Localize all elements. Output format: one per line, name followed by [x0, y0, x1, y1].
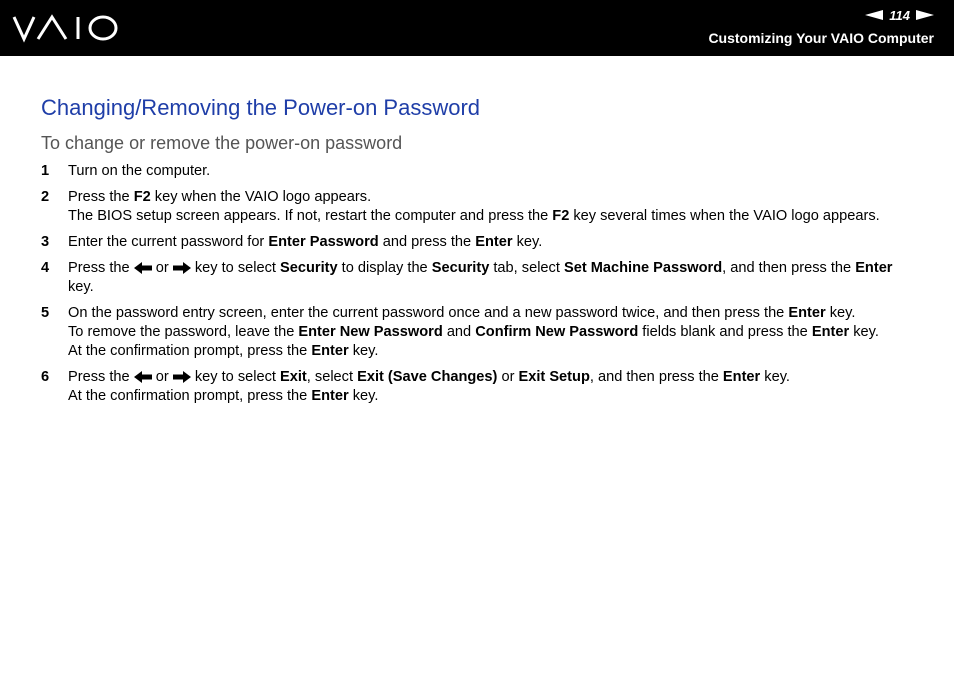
key-name: Enter: [788, 304, 826, 321]
header-bar: [0, 0, 954, 56]
step-text: tab, select: [489, 259, 564, 276]
step-text: key.: [348, 343, 379, 360]
step-text: and: [442, 324, 476, 341]
step-1: [41, 162, 921, 181]
step-text: key when the VAIO logo appears.: [150, 188, 372, 205]
step-text: At the confirmation prompt, press the: [68, 388, 312, 405]
field-name: Enter Password: [268, 233, 379, 250]
step-number: 5: [41, 304, 50, 321]
page-number: 114: [889, 7, 910, 23]
step-text: key.: [849, 324, 879, 341]
step-text: , select: [306, 369, 358, 386]
step-text: key.: [825, 304, 856, 321]
key-name: Enter: [855, 259, 893, 276]
key-name: Enter: [722, 369, 761, 386]
page-navigation: [865, 6, 934, 24]
step-text: to display the: [337, 259, 432, 276]
step-text: , and then press the: [722, 259, 856, 276]
step-text: fields blank and press the: [638, 324, 812, 341]
step-number: 3: [41, 233, 50, 250]
procedure-subtitle: To change or remove the power-on password: [41, 133, 403, 153]
next-page-icon[interactable]: [916, 10, 934, 20]
step-text: key to select: [190, 259, 281, 276]
step-text: To remove the password, leave the: [68, 324, 299, 341]
step-text: key to select: [190, 369, 281, 386]
step-text: At the confirmation prompt, press the: [68, 343, 312, 360]
step-text: The BIOS setup screen appears. If not, restart the computer and press the: [68, 208, 553, 225]
step-text: key.: [760, 369, 790, 386]
step-number: 1: [41, 163, 50, 179]
left-arrow-key-icon: [134, 262, 152, 274]
option-name: Set Machine Password: [563, 259, 723, 276]
left-arrow-key-icon: [134, 371, 152, 383]
menu-name: Exit: [280, 369, 307, 386]
step-text: Press the: [68, 188, 134, 205]
step-text: key.: [68, 278, 94, 295]
step-number: 2: [41, 188, 50, 205]
step-number: 6: [41, 369, 50, 386]
step-4: [41, 259, 921, 298]
step-2: [41, 188, 921, 227]
right-arrow-key-icon: [173, 371, 191, 383]
field-name: Confirm New Password: [475, 324, 639, 341]
menu-name: Security: [431, 259, 490, 276]
previous-page-icon[interactable]: [865, 10, 883, 20]
step-text: Enter the current password for: [68, 233, 269, 250]
step-number: 4: [41, 259, 50, 276]
step-5: [41, 304, 921, 362]
option-name: Exit Setup: [518, 369, 590, 386]
step-text: , and then press the: [589, 369, 723, 386]
step-text: key.: [512, 233, 543, 250]
step-3: [41, 233, 921, 252]
key-name: Enter: [811, 324, 850, 341]
key-name: F2: [133, 188, 151, 205]
key-name: F2: [552, 208, 570, 225]
step-text: Press the: [68, 259, 134, 276]
step-text: key.: [348, 388, 379, 405]
key-name: Enter: [475, 233, 513, 250]
step-text: and press the: [378, 233, 476, 250]
steps-list: [41, 162, 921, 413]
vaio-logo: [12, 13, 120, 43]
step-text: On the password entry screen, enter the current password once and a new password twice, and then press the: [68, 304, 789, 321]
step-6: [41, 368, 921, 407]
step-text: key several times when the VAIO logo appears.: [569, 208, 880, 225]
step-text: or: [497, 369, 519, 386]
step-text: Press the: [68, 369, 134, 386]
page-title: Changing/Removing the Power-on Password: [41, 95, 481, 120]
key-name: Enter: [311, 343, 349, 360]
step-text: Turn on the computer.: [68, 163, 211, 179]
right-arrow-key-icon: [173, 262, 191, 274]
section-title: Customizing Your VAIO Computer: [708, 30, 934, 46]
option-name: Exit (Save Changes): [357, 369, 498, 386]
key-name: Enter: [311, 388, 349, 405]
field-name: Enter New Password: [298, 324, 443, 341]
step-text: or: [151, 369, 173, 386]
menu-name: Security: [280, 259, 338, 276]
step-text: or: [151, 259, 173, 276]
